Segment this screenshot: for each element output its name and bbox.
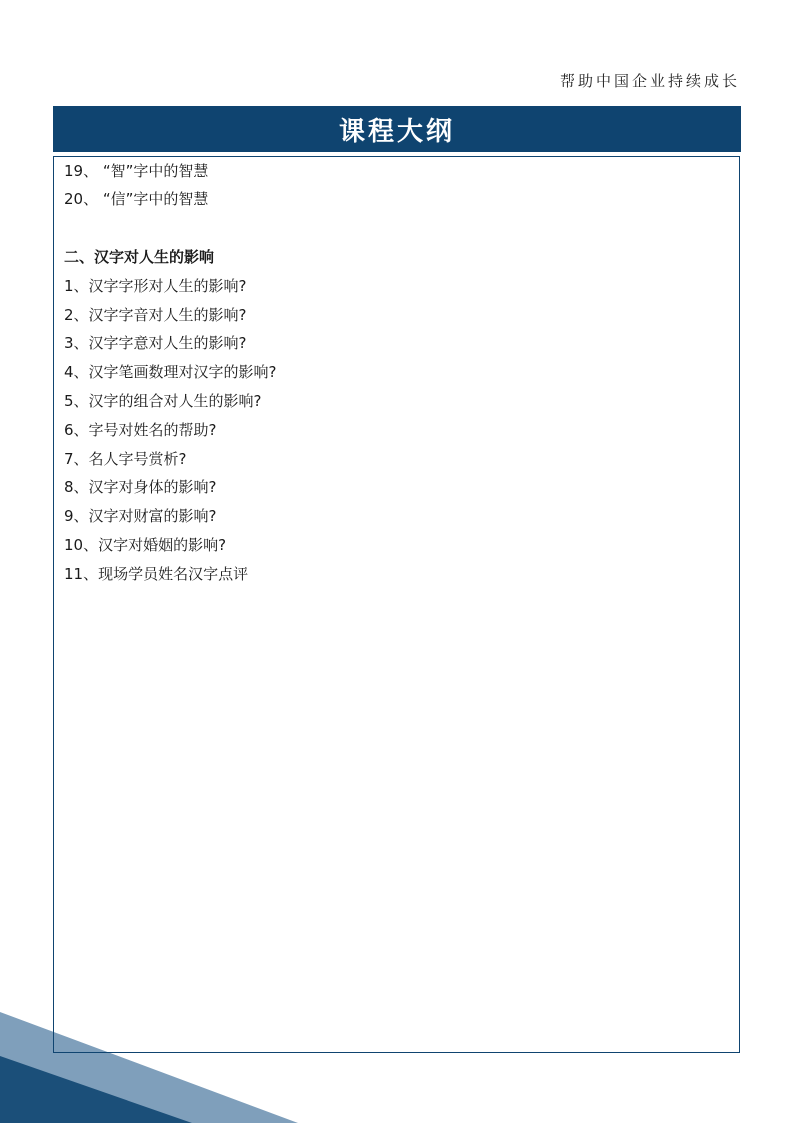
outline-item: 6、字号对姓名的帮助? [64,421,217,439]
outline-item: 11、现场学员姓名汉字点评 [64,565,249,583]
outline-item: 1、汉字字形对人生的影响? [64,277,247,295]
corner-dark-triangle [0,1056,192,1123]
title-bar [53,106,741,152]
outline-item: 19、 “智”字中的智慧 [64,162,209,180]
section-heading: 二、汉字对人生的影响 [64,248,215,266]
outline-item: 10、汉字对婚姻的影响? [64,536,227,554]
outline-item: 3、汉字字意对人生的影响? [64,334,247,352]
outline-item: 9、汉字对财富的影响? [64,507,217,525]
outline-item: 5、汉字的组合对人生的影响? [64,392,262,410]
outline-item: 20、 “信”字中的智慧 [64,190,209,208]
outline-item: 7、名人字号赏析? [64,450,187,468]
page-title: 课程大纲 [338,116,455,147]
outline-item: 4、汉字笔画数理对汉字的影响? [64,363,277,381]
outline-content-box [53,156,740,1053]
outline-item: 8、汉字对身体的影响? [64,478,217,496]
outline-item: 2、汉字字音对人生的影响? [64,306,247,324]
header-tagline: 帮助中国企业持续成长 [559,72,740,90]
